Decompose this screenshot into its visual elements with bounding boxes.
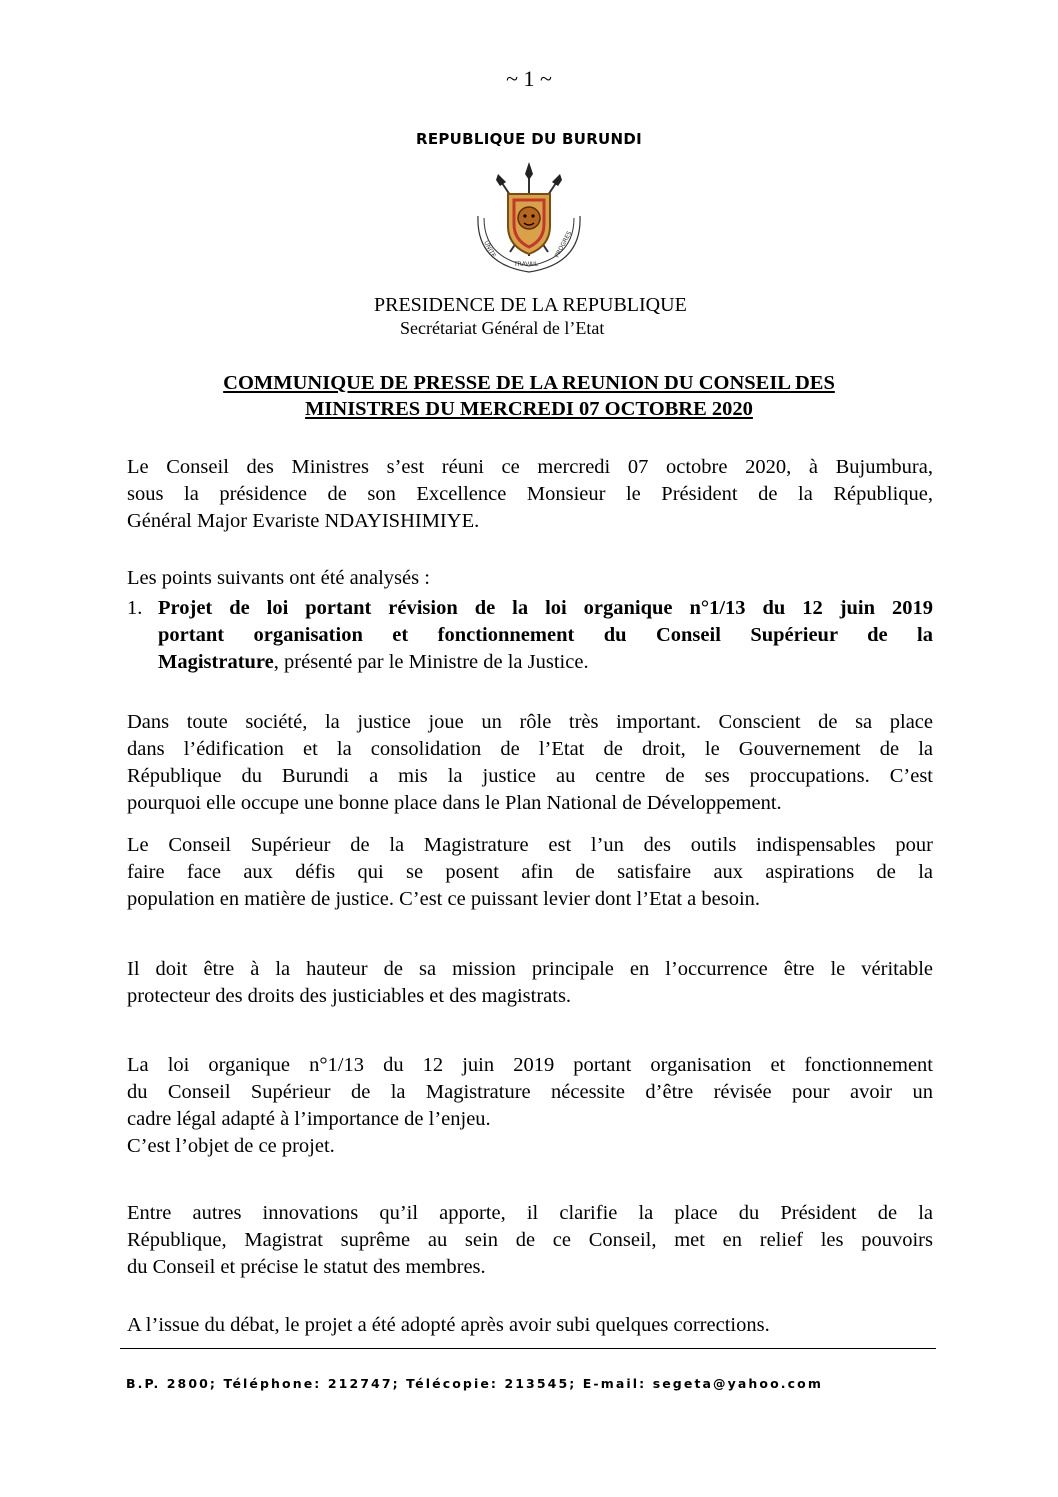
text-line: cadre légal adapté à l’importance de l’enjeu. <box>127 1108 491 1130</box>
country-heading: REPUBLIQUE DU BURUNDI <box>415 130 643 148</box>
item-presenter: , présenté par le Ministre de la Justice. <box>273 651 589 673</box>
text-line: Il doit être à la hauteur de sa mission principale en l’occurrence être le véritable <box>127 958 933 980</box>
item-title-line: portant organisation et fonctionnement du Conseil Supérieur de la <box>158 624 933 646</box>
secretariat-heading: Secrétariat Général de l’Etat <box>400 318 605 338</box>
presidence-heading: PRESIDENCE DE LA REPUBLIQUE <box>374 294 687 316</box>
motto-progres: PROGRES <box>553 230 574 259</box>
text-line: sous la présidence de son Excellence Monsieur le Président de la République, <box>127 483 933 505</box>
text-line: dans l’édification et la consolidation de l’Etat de droit, le Gouvernement de la <box>127 738 933 760</box>
text-line: protecteur des droits des justiciables et des magistrats. <box>127 985 572 1007</box>
page-number: ~ 1 ~ <box>506 66 552 91</box>
paragraph-law-revision <box>127 1052 933 1160</box>
document-title-line-1: COMMUNIQUE DE PRESSE DE LA REUNION DU CONSEIL DES <box>223 372 835 394</box>
text-line: République du Burundi a mis la justice au centre de ses proccupations. C’est <box>127 765 933 787</box>
text-line: Dans toute société, la justice joue un rôle très important. Conscient de sa place <box>127 711 933 733</box>
text-line: La loi organique n°1/13 du 12 juin 2019 portant organisation et fonctionnement <box>127 1054 933 1076</box>
text-line: C’est l’objet de ce projet. <box>127 1135 335 1157</box>
text-line: Le Conseil Supérieur de la Magistrature est l’un des outils indispensables pour <box>127 834 933 856</box>
footer-divider <box>120 1348 936 1349</box>
paragraph-intro <box>127 454 933 535</box>
text-line: Le Conseil des Ministres s’est réuni ce mercredi 07 octobre 2020, à Bujumbura, <box>127 456 933 478</box>
text-line: pourquoi elle occupe une bonne place dans le Plan National de Développement. <box>127 792 782 814</box>
paragraph-innovations <box>127 1200 933 1281</box>
text-line: Général Major Evariste NDAYISHIMIYE. <box>127 510 480 532</box>
paragraph-points-intro: Les points suivants ont été analysés : <box>127 567 430 589</box>
item-number: 1. <box>127 597 143 619</box>
footer-contact: B.P. 2800; Téléphone: 212747; Télécopie: 213545; E-mail: segeta@yahoo.com <box>126 1376 823 1391</box>
item-title-line <box>158 649 933 676</box>
text-line: faire face aux défis qui se posent afin de satisfaire aux aspirations de la <box>127 861 933 883</box>
item-title-line: Projet de loi portant révision de la loi organique n°1/13 du 12 juin 2019 <box>158 597 933 619</box>
paragraph-mission <box>127 956 933 1010</box>
text-line: République, Magistrat suprême au sein de ce Conseil, met en relief les pouvoirs <box>127 1229 933 1251</box>
text-line: du Conseil Supérieur de la Magistrature nécessite d’être révisée pour avoir un <box>127 1081 933 1103</box>
paragraph-context <box>127 709 933 817</box>
text-line: Entre autres innovations qu’il apporte, il clarifie la place du Président de la <box>127 1202 933 1224</box>
paragraph-council-role <box>127 832 933 913</box>
text-line: population en matière de justice. C’est ce puissant levier dont l’Etat a besoin. <box>127 888 761 910</box>
paragraph-conclusion: A l’issue du débat, le projet a été adopté après avoir subi quelques corrections. <box>127 1314 770 1336</box>
document-title-line-2: MINISTRES DU MERCREDI 07 OCTOBRE 2020 <box>305 398 753 420</box>
motto-travail: TRAVAIL <box>514 261 539 268</box>
text-line: du Conseil et précise le statut des membres. <box>127 1256 486 1278</box>
motto-unite: UNITE <box>482 239 497 259</box>
burundi-coat-of-arms-emblem <box>470 160 588 280</box>
item-title-end: Magistrature <box>158 651 274 673</box>
